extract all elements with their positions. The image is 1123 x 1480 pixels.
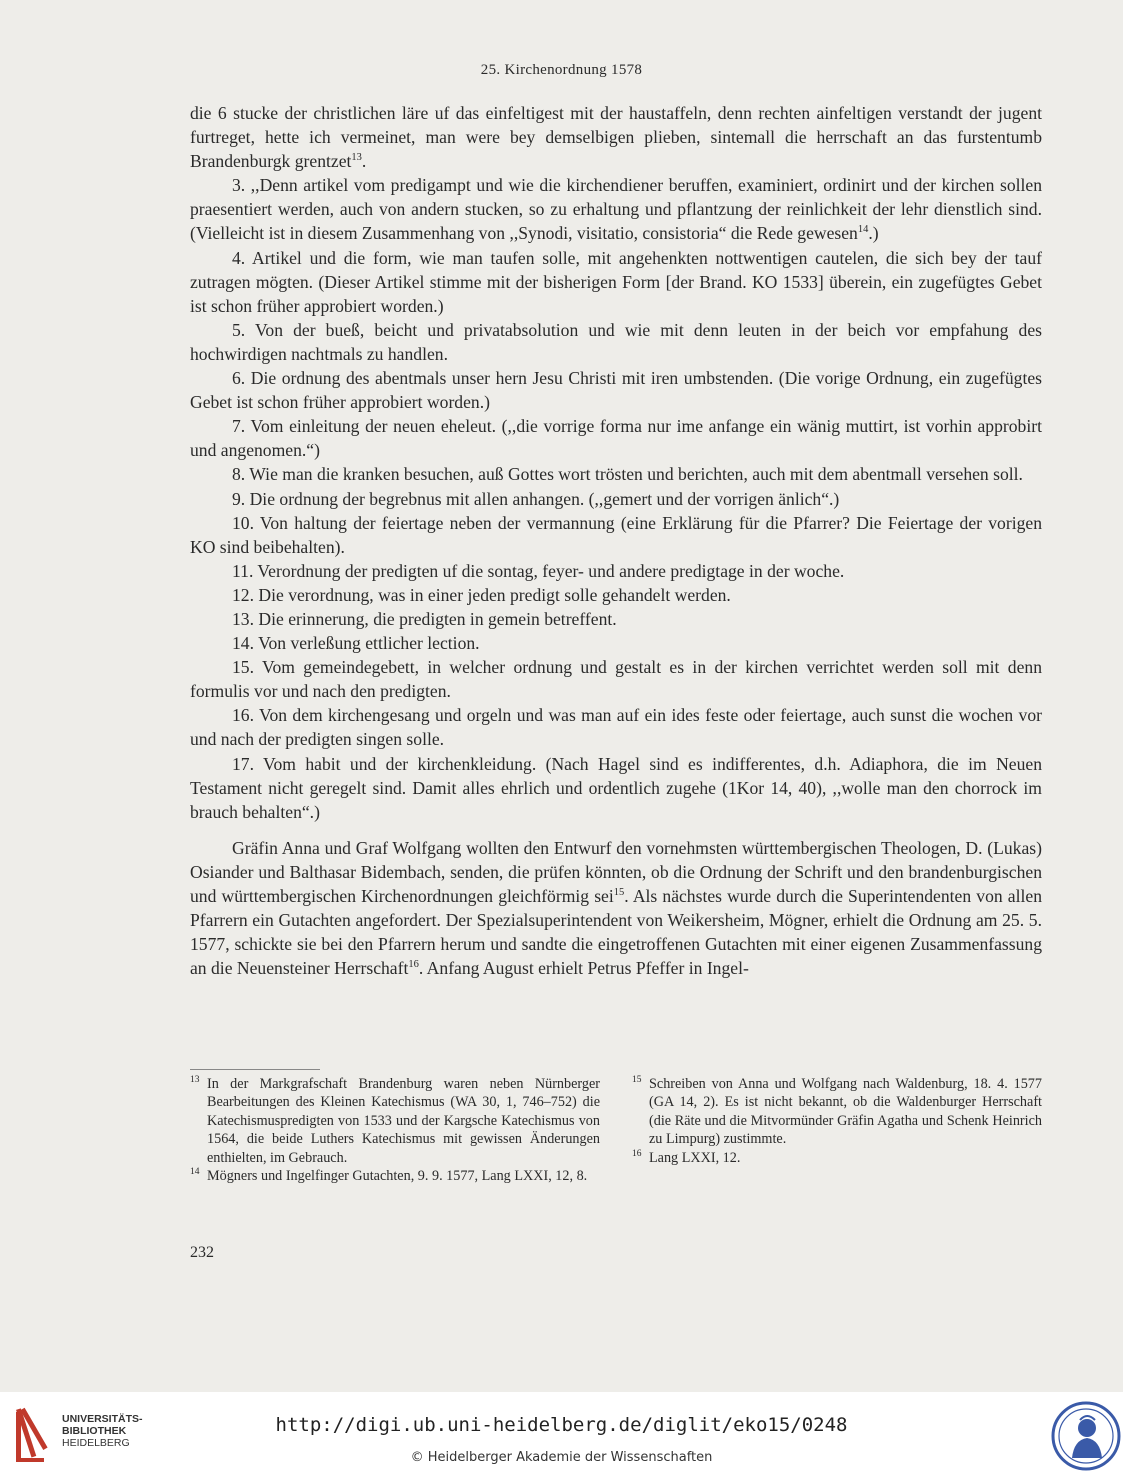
footnote: 15 Schreiben von Anna und Wolfgang nach Waldenburg, 18. 4. 1577 (GA 14, 2). Es ist nicht bekannt, ob die Waldenburger Herrschaft (die Räte und die Mitvormünder Gräfin Agatha und Schenk Heinrich zu Limpurg) zustimmte. [632, 1075, 1042, 1148]
paragraph: 11. Verordnung der predigten uf die sontag, feyer- und andere predigtage in der woche. [232, 560, 845, 581]
academy-seal-icon [1050, 1400, 1122, 1472]
footnote-ref[interactable]: 16 [408, 959, 419, 971]
paragraph: 17. Vom habit und der kirchenkleidung. (Nach Hagel sind es indifferentes, d.h. Adiaphora, die im Neuen Testament nicht geregelt sind. Damit alles ehrlich und ordentlich zugehe (1Kor 14, 40), ,,wolle man den chorrock im brauch behalten“.) [190, 753, 1042, 822]
footnote-divider [190, 1069, 320, 1070]
running-head: 25. Kirchenordnung 1578 [480, 62, 643, 78]
paragraph: 6. Die ordnung des abentmals unser hern Jesu Christi mit iren umbstenden. (Die vorige Ordnung, ein zugefügtes Gebet ist schon früher approbiert worden.) [190, 368, 1042, 413]
paragraph: 4. Artikel und die form, wie man taufen solle, mit angehenkten nottwentigen cautelen, die sich bey der tauf zutragen mögten. (Dieser Artikel stimme mit der bisherigen Form [der Brand. KO 1533] überein, ein zugefügtes Gebet ist schon früher approbiert worden.) [190, 247, 1042, 316]
footnote-ref[interactable]: 13 [351, 152, 362, 164]
paragraph: 8. Wie man die kranken besuchen, auß Gottes wort trösten und berichten, auch mit dem abentmall versehen soll. [232, 464, 1023, 485]
paragraph: 5. Von der bueß, beicht und privatabsolution und wie mit denn leuten in der beich vor empfahung des hochwirdigen nachtmals zu handlen. [190, 319, 1042, 364]
page-number: 232 [190, 1244, 214, 1261]
footnote: 14 Mögners und Ingelfinger Gutachten, 9. 9. 1577, Lang LXXI, 12, 8. [190, 1167, 588, 1185]
footnote-ref[interactable]: 14 [857, 224, 869, 236]
footnotes-left-column [190, 1075, 600, 1185]
paragraph: 3. ,,Denn artikel vom predigampt und wie die kirchendiener beruffen, examiniert, ordinirt und der kirchen sollen praesentiert werden, auch von andern stucken, so zu erhaltung und pflantzung der reinlichkeit der lehr dienstlich sind. (Vielleicht ist in diesem Zusammenhang von ,,Synodi, visitatio, consistoria“ die Rede gewesen$^{14}$.) [190, 175, 1042, 244]
footnote: 16 Lang LXXI, 12. [632, 1148, 741, 1166]
paragraph: die 6 stucke der christlichen läre uf das einfeltigest mit der haustaffeln, denn rechten ainfeltigen verstandt der jugent furtreget, hette ich vermeinet, man were bey demselbigen plieben, sintemall die herrschaft an das furstentumb Brandenburgk grentzet$^{13}$. [190, 103, 1042, 172]
paragraph: Gräfin Anna und Graf Wolfgang wollten den Entwurf den vornehmsten württembergischen Theologen, D. (Lukas) Osiander und Balthasar Bidembach, senden, die prüfen könnten, ob die Ordnung der Schrift und den brandenburgischen und württembergischen Kirchenordnungen gleichförmig sei$^{15}$. Als nächstes wurde durch die Superintendenten von allen Pfarrern ein Gutachten angefordert. Der Spezialsuperintendent von Weikersheim, Mögner, erhielt die Ordnung am 25. 5. 1577, schickte sie bei den Pfarrern herum und sandte die eingetroffenen Gutachten mit einer eigenen Zusammenfassung an die Neuensteiner Herrschaft$^{16}$. Anfang August erhielt Petrus Pfeffer in Ingel- [190, 837, 1042, 979]
paragraph: 10. Von haltung der feiertage neben der vermannung (eine Erklärung für die Pfarrer? Die Feiertage der vorigen KO sind beibehalten). [190, 512, 1042, 557]
paragraph: 15. Vom gemeindegebett, in welcher ordnung und gestalt es in der kirchen verrichtet werden soll mit denn formulis vor und nach den predigten. [190, 657, 1042, 702]
copyright-notice: © Heidelberger Akademie der Wissenschaften [410, 1450, 713, 1465]
library-name: UNIVERSITÄTS- BIBLIOTHEK HEIDELBERG [62, 1413, 143, 1449]
paragraph: 9. Die ordnung der begrebnus mit allen anhangen. (,,gemert und der vorrigen änlich“.) [232, 488, 840, 509]
viewer-footer [0, 1392, 1123, 1480]
body-text [190, 101, 1042, 980]
footnote-ref[interactable]: 15 [613, 887, 625, 899]
paragraph: 13. Die erinnerung, die predigten in gemein betreffent. [232, 608, 617, 629]
footnotes-right-column [632, 1075, 1042, 1167]
paragraph: 12. Die verordnung, was in einer jeden predigt solle gehandelt werden. [232, 584, 731, 605]
permalink-url[interactable]: http://digi.ub.uni-heidelberg.de/diglit/eko15/0248 [275, 1414, 848, 1436]
paragraph: 16. Von dem kirchengesang und orgeln und was man auf ein ides feste oder feiertage, auch sunst die wochen vor und nach der predigten singen solle. [190, 705, 1042, 750]
paragraph: 14. Von verleßung ettlicher lection. [232, 633, 480, 654]
paragraph: 7. Vom einleitung der neuen eheleut. (,,die vorrige forma nur ime anfange ein wänig muttirt, ist vorhin approbirt und angenomen.“) [190, 416, 1042, 461]
footnote: 13 In der Markgrafschaft Brandenburg waren neben Nürnberger Bearbeitungen des Kleinen Katechismus (WA 30, 1, 746–752) die Katechismuspredigten von 1533 und der Kargsche Katechismus von 1564, die beide Luthers Katechismus mit gewissen Änderungen enthielten, im Gebrauch. [190, 1075, 600, 1166]
